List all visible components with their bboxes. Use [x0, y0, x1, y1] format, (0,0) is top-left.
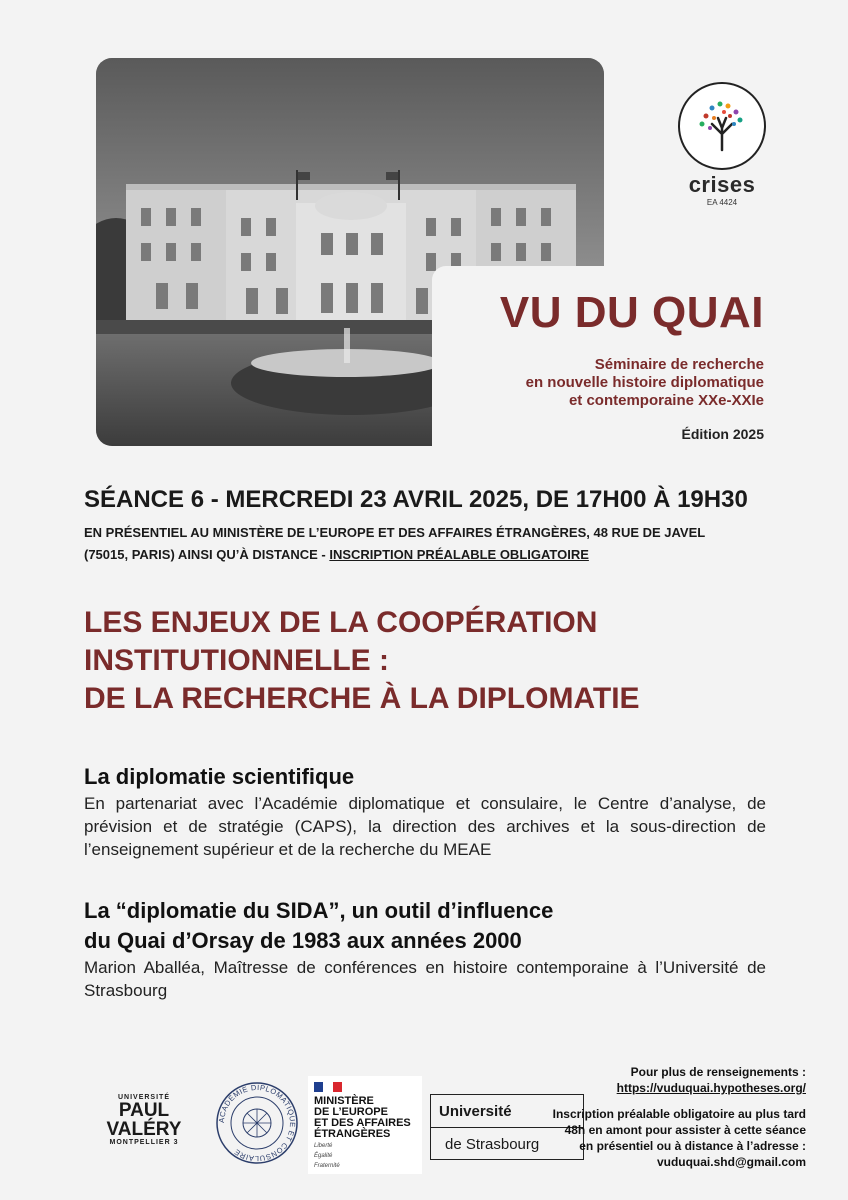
subtitle-line: Séminaire de recherche [594, 356, 764, 373]
pv-bottom: MONTPELLIER 3 [109, 1139, 179, 1146]
talk-2 [84, 896, 766, 1002]
motto-line: Fraternité [314, 1163, 340, 1169]
motto-line: Égalité [314, 1153, 333, 1159]
logo-code: EA 4424 [706, 198, 738, 207]
session-location-cont: (75015, PARIS) AINSI QU’À DISTANCE - [84, 547, 330, 562]
ministry-line: ET DES AFFAIRES [314, 1117, 411, 1129]
heading-line: LES ENJEUX DE LA COOPÉRATION [84, 606, 598, 639]
talk-title: La “diplomatie du SIDA”, un outil d’influence [84, 898, 554, 923]
registration-notice: INSCRIPTION PRÉALABLE OBLIGATOIRE [329, 547, 589, 562]
talk-description: En partenariat avec l’Académie diplomatique et consulaire, le Centre d’analyse, de prévision et de stratégie (CAPS), la direction des archives et la sous-direction de l’enseignement supérieur et de la recherche du MEAE [84, 794, 766, 859]
paul-valery-logo [84, 1094, 204, 1146]
pv-name: VALÉRY [106, 1119, 182, 1140]
logo-name: crises [688, 172, 756, 197]
session-info [84, 522, 774, 566]
academie-text: ACADÉMIE DIPLOMATIQUE ET CONSULAIRE [216, 1082, 298, 1164]
heading-line: DE LA RECHERCHE À LA DIPLOMATIE [84, 682, 640, 715]
tree-icon [678, 82, 766, 170]
talk-description: Marion Aballéa, Maîtresse de conférences en histoire contemporaine à l’Université de Strasbourg [84, 958, 766, 1000]
crises-logo [672, 82, 772, 207]
page-title: VU DU QUAI [499, 288, 764, 337]
info-line: Pour plus de renseignements : [630, 1065, 806, 1079]
talk-title: du Quai d’Orsay de 1983 aux années 2000 [84, 928, 522, 953]
talk-title: La diplomatie scientifique [84, 764, 355, 789]
ministry-line: ÉTRANGÈRES [314, 1128, 391, 1140]
seminar-heading [84, 604, 640, 718]
session-location: EN PRÉSENTIEL AU MINISTÈRE DE L’EUROPE ET DES AFFAIRES ÉTRANGÈRES, 48 RUE DE JAVEL [84, 525, 706, 540]
pv-top: UNIVERSITÉ [117, 1094, 170, 1101]
registration-line: en présentiel ou à distance à l’adresse : [579, 1139, 806, 1153]
registration-line: 48h en amont pour assister à cette séance [564, 1123, 806, 1137]
french-flag-icon [314, 1082, 342, 1092]
talk-1 [84, 762, 766, 861]
partner-logos [84, 1072, 540, 1182]
ministry-line: MINISTÈRE [314, 1095, 374, 1107]
pv-name: PAUL [118, 1100, 170, 1121]
academie-logo [214, 1080, 300, 1166]
session-title: SÉANCE 6 - MERCREDI 23 AVRIL 2025, DE 17H00 À 19H30 [84, 486, 748, 513]
ministry-line: DE L’EUROPE [314, 1106, 388, 1118]
subtitle [526, 356, 764, 410]
unistra-bottom: de Strasbourg [445, 1135, 540, 1153]
edition: Édition 2025 [681, 426, 764, 442]
contact-info [516, 1064, 806, 1170]
ministry-logo [308, 1076, 422, 1174]
website-link[interactable]: https://vuduquai.hypotheses.org/ [616, 1081, 806, 1095]
registration-line: Inscription préalable obligatoire au plus tard [552, 1107, 806, 1121]
subtitle-line: en nouvelle histoire diplomatique [525, 374, 764, 391]
contact-email[interactable]: vuduquai.shd@gmail.com [656, 1155, 806, 1169]
subtitle-line: et contemporaine XXe-XXIe [568, 392, 764, 409]
motto-line: Liberté [314, 1143, 333, 1149]
unistra-top: Université [431, 1095, 583, 1128]
heading-line: INSTITUTIONNELLE : [84, 644, 389, 677]
